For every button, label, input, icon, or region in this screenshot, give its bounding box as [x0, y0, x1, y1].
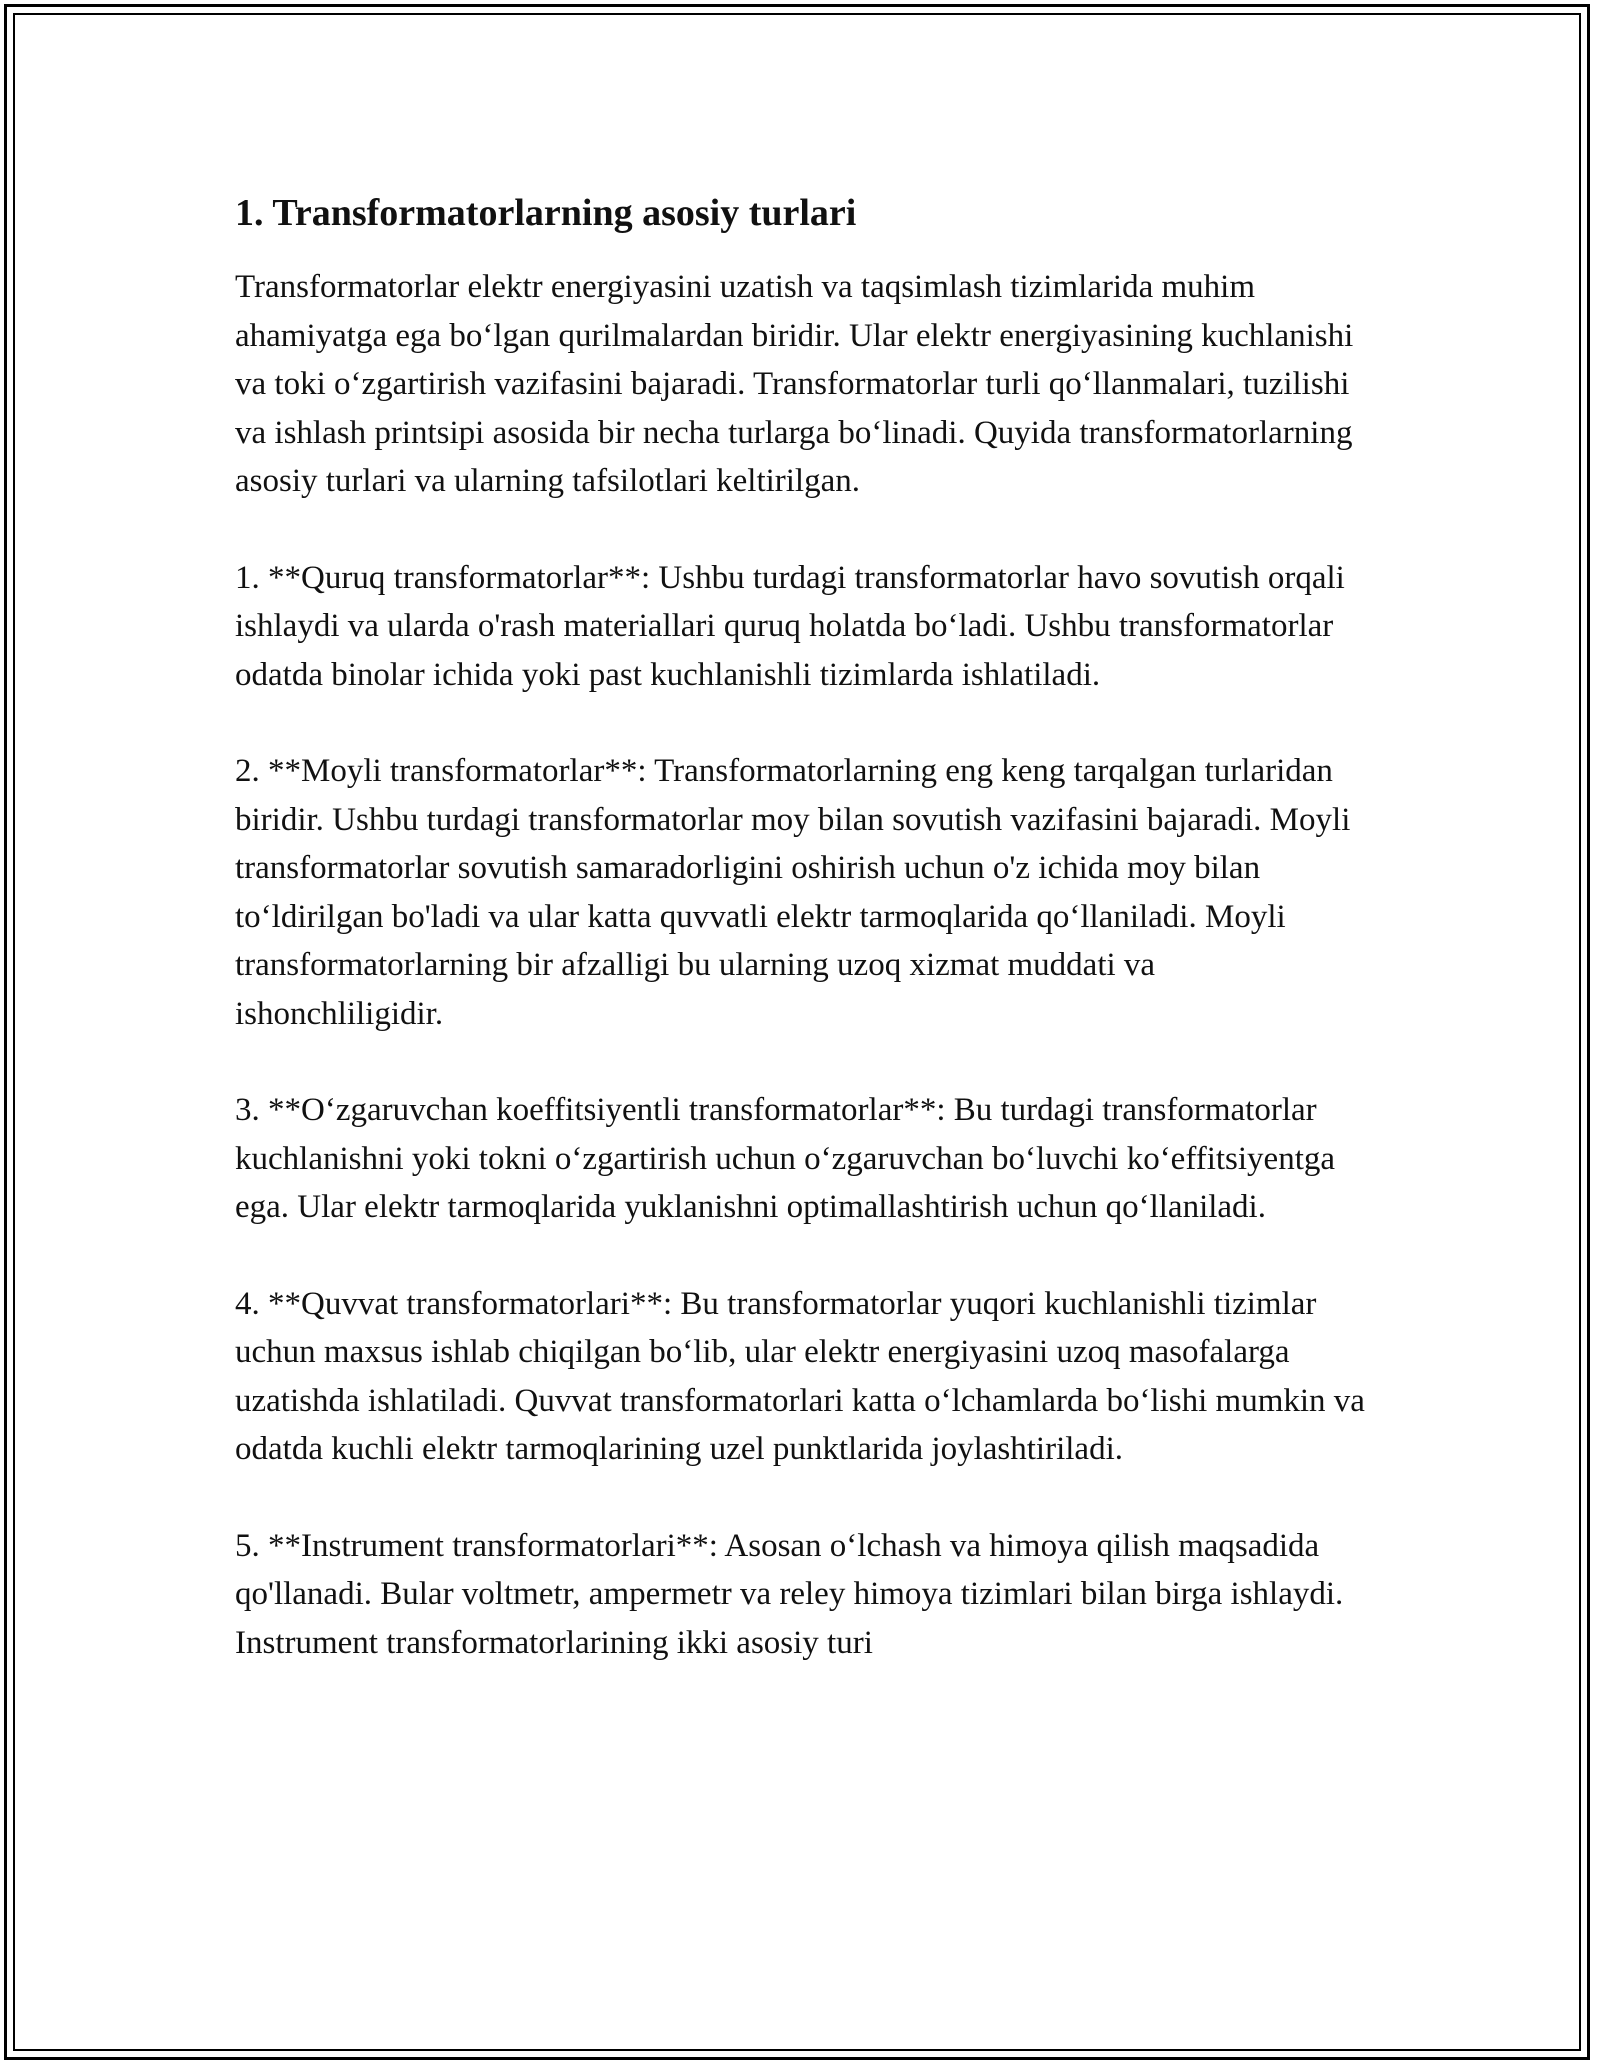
paragraph-item-3: 3. **O‘zgaruvchan koeffitsiyentli transformatorlar**: Bu turdagi transformatorlar kuchlanishni yoki tokni o‘zgartirish uchun o‘zgaruvchan bo‘luvchi ko‘effitsiyentga ega. Ular elektr tarmoqlarida yuklanishni optimallashtirish uchun qo‘llaniladi. [235, 1092, 1336, 1225]
paragraph-item-4: 4. **Quvvat transformatorlari**: Bu transformatorlar yuqori kuchlanishli tizimlar uchun maxsus ishlab chiqilgan bo‘lib, ular elektr energiyasini uzoq masofalarga uzatishda ishlatiladi. Quvvat transformatorlari katta o‘lchamlarda bo‘lishi mumkin va odatda kuchli elektr tarmoqlarining uzel punktlarida joylashtiriladi. [235, 1285, 1365, 1467]
paragraph-item-1: 1. **Quruq transformatorlar**: Ushbu turdagi transformatorlar havo sovutish orqali ishlaydi va ularda o'rash materiallari quruq holatda bo‘ladi. Ushbu transformatorlar odatda binolar ichida yoki past kuchlanishli tizimlarda ishlatiladi. [235, 559, 1345, 693]
paragraph-intro: Transformatorlar elektr energiyasini uzatish va taqsimlash tizimlarida muhim ahamiyatga ega bo‘lgan qurilmalardan biridir. Ular elektr energiyasining kuchlanishi va toki o‘zgartirish vazifasini bajaradi. Transformatorlar turli qo‘llanmalari, tuzilishi va ishlash printsipi asosida bir necha turlarga bo‘linadi. Quyida transformatorlarning asosiy turlari va ularning tafsilotlari keltirilgan. [235, 269, 1354, 499]
paragraph-item-5: 5. **Instrument transformatorlari**: Asosan o‘lchash va himoya qilish maqsadida qo'llanadi. Bular voltmetr, ampermetr va reley himoya tizimlari bilan birga ishlaydi. Instrument transformatorlarining ikki asosiy turi [235, 1527, 1344, 1661]
document-body [235, 185, 1365, 1715]
paragraph-item-2: 2. **Moyli transformatorlar**: Transformatorlarning eng keng tarqalgan turlaridan biridir. Ushbu turdagi transformatorlar moy bilan sovutish vazifasini bajaradi. Moyli transformatorlar sovutish samaradorligini oshirish uchun o'z ichida moy bilan to‘ldirilgan bo'ladi va ular katta quvvatli elektr tarmoqlarida qo‘llaniladi. Moyli transformatorlarning bir afzalligi bu ularning uzoq xizmat muddati va ishonchliligidir. [235, 753, 1351, 1032]
document-title: 1. Transformatorlarning asosiy turlari [235, 192, 857, 234]
